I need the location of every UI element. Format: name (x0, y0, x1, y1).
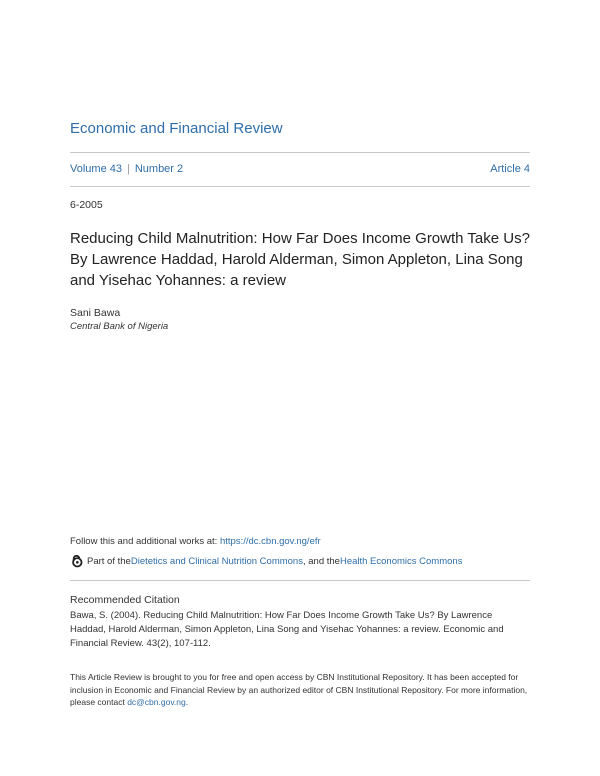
divider-citation (70, 580, 530, 581)
follow-text: Follow this and additional works at: (70, 536, 220, 547)
contact-email-link[interactable]: dc@cbn.gov.ng (127, 697, 186, 707)
divider-issue (70, 186, 530, 187)
number-link[interactable]: Number 2 (134, 163, 184, 175)
health-economics-commons-link[interactable]: Health Economics Commons (339, 556, 463, 567)
part-of-prefix: Part of the (87, 556, 131, 567)
citation-text: Bawa, S. (2004). Reducing Child Malnutrition: How Far Does Income Growth Take Us? By Lawrence Haddad, Harold Alderman, Simon Appleton, Lina Song and Yisehac Yohannes: a review. Economic and Financial Review. 43(2), 107-112. (70, 610, 504, 649)
dietetics-commons-link[interactable]: Dietetics and Clinical Nutrition Commons (130, 556, 303, 567)
access-notice-text: This Article Review is brought to you for free and open access by CBN Institutional Repository. It has been accepted for inclusion in Economic and Financial Review by an authorized editor of CBN Institutional Repository. For more information, please contact (70, 672, 528, 707)
repository-link[interactable]: https://dc.cbn.gov.ng/efr (219, 536, 321, 547)
citation-heading: Recommended Citation (70, 594, 180, 606)
publication-date: 6-2005 (70, 199, 103, 211)
follow-line (70, 536, 321, 547)
issue-row (70, 163, 530, 175)
author-name: Sani Bawa (70, 307, 121, 319)
issue-separator: | (126, 163, 130, 175)
part-of-line (70, 555, 462, 568)
divider-top (70, 152, 530, 153)
author-affiliation: Central Bank of Nigeria (70, 321, 169, 332)
access-notice-end: . (185, 697, 189, 707)
part-of-middle: , and the (302, 556, 340, 567)
article-link[interactable]: Article 4 (490, 163, 530, 175)
article-title: Reducing Child Malnutrition: How Far Does Income Growth Take Us? By Lawrence Haddad, Harold Alderman, Simon Appleton, Lina Song and Yisehac Yohannes: a review (70, 230, 530, 289)
access-notice (70, 671, 530, 709)
journal-title-link[interactable]: Economic and Financial Review (70, 120, 283, 137)
open-access-icon (70, 555, 83, 568)
volume-link[interactable]: Volume 43 (70, 163, 122, 175)
